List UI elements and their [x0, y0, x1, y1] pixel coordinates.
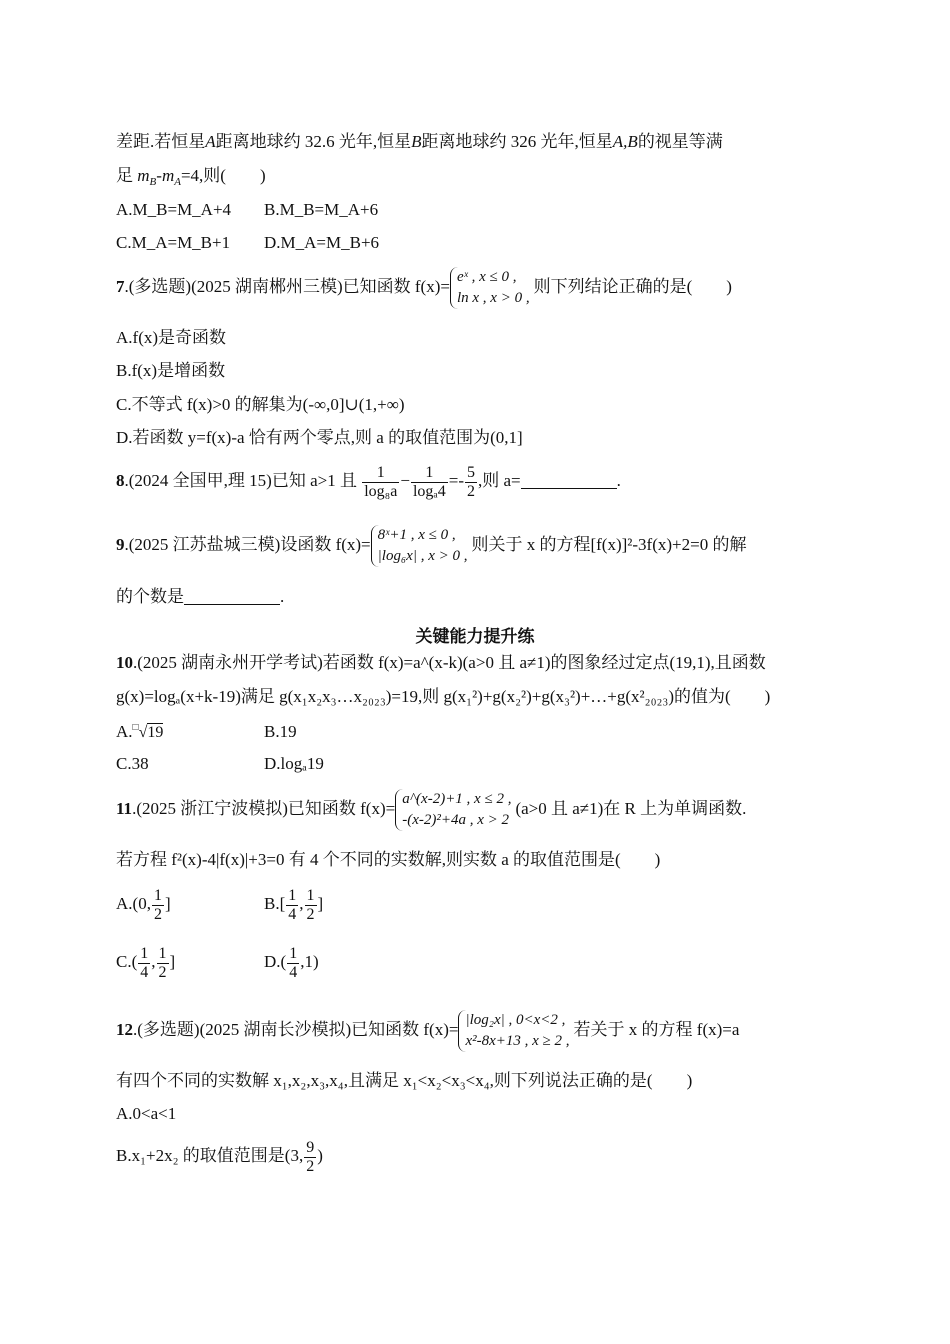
q11-line2: 若方程 f²(x)-4|f(x)|+3=0 有 4 个不同的实数解,则实数 a 的取值范围是( ): [116, 850, 661, 869]
q9-piecewise: 8ˣ+1 , x ≤ 0 , |log₆x| , x > 0 ,: [371, 525, 472, 567]
q9-line2: 的个数是 .: [116, 587, 285, 606]
q12-stem: 12.(多选题)(2025 湖南长沙模拟)已知函数 f(x)= |log₂x| , 0<x<2 , x²-8x+13 , x ≥ 2 , 若关于 x 的方程 f(x)=a: [116, 1007, 739, 1053]
q10-line2: g(x)=logₐ(x+k-19)满足 g(x₁x₂x₃…x₂₀₂₃)=19,则 g(x₁²)+g(x₂²)+g(x₃²)+…+g(x²₂₀₂₃)的值为( ): [116, 687, 771, 706]
q6-options-row2: [116, 232, 412, 254]
section-heading: 关键能力提升练: [415, 627, 535, 647]
q11-options-row1: [116, 884, 412, 924]
q10-option-a: A.□√19: [116, 722, 164, 741]
q11-option-c: C.( $\frac{1}{4}$ , $\frac{1}{2}$ ]: [116, 944, 176, 981]
q6-option-a: A.M_B=M_A+4: [116, 200, 232, 219]
q6-option-d: D.M_A=M_B+6: [264, 233, 380, 252]
q10-line1: 10.(2025 湖南永州开学考试)若函数 f(x)=a^(x-k)(a>0 且 a≠1)的图象经过定点(19,1),且函数: [116, 653, 766, 672]
q12-option-b: B.x₁+2x₂ 的取值范围是(3, $\frac{9}{2}$ ): [116, 1138, 323, 1175]
q10-options-row1: [116, 717, 412, 744]
q11-option-b: B.[ $\frac{1}{4}$ , $\frac{1}{2}$ ]: [264, 886, 324, 923]
q9-answer-blank: [184, 588, 280, 605]
q8-stem: 8.(2024 全国甲,理 15)已知 a>1 且 $\frac{1}{\text{log₈a}}$ − $\frac{1}{\text{logₐ4}}$ =- $\frac{5}{2}$ ,则 a= .: [116, 463, 621, 500]
q6-option-b: B.M_B=M_A+6: [264, 200, 379, 219]
q7-option-b: B.f(x)是增函数: [116, 361, 226, 380]
q10-option-c: C.38: [116, 754, 149, 773]
q9-stem: 9.(2025 江苏盐城三模)设函数 f(x)= 8ˣ+1 , x ≤ 0 , |log₆x| , x > 0 , 则关于 x 的方程[f(x)]²-3f(x)+2=0 的解: [116, 523, 746, 567]
q11-options-row2: [116, 942, 412, 982]
q8-answer-blank: [521, 472, 617, 489]
q6-options-row1: [116, 199, 412, 221]
q12-line2: 有四个不同的实数解 x₁,x₂,x₃,x₄,且满足 x₁<x₂<x₃<x₄,则下列说法正确的是( ): [116, 1071, 693, 1090]
q11-option-d: D.( $\frac{1}{4}$ ,1): [264, 944, 319, 981]
q11-stem: 11.(2025 浙江宁波模拟)已知函数 f(x)= a^(x-2)+1 , x ≤ 2 , -(x-2)²+4a , x > 2 (a>0 且 a≠1)在 R 上为单调函数.: [116, 786, 746, 832]
q12-option-a: A.0<a<1: [116, 1104, 177, 1123]
q7-option-c: C.不等式 f(x)>0 的解集为(-∞,0]∪(1,+∞): [116, 395, 405, 414]
q12-piecewise: |log₂x| , 0<x<2 , x²-8x+13 , x ≥ 2 ,: [458, 1010, 573, 1052]
q10-option-d: D.logₐ19: [264, 754, 324, 773]
q11-option-a: A.(0, $\frac{1}{2}$ ]: [116, 886, 171, 923]
q7-option-a: A.f(x)是奇函数: [116, 328, 227, 347]
q7-piecewise: eˣ , x ≤ 0 , ln x , x > 0 ,: [450, 267, 534, 309]
q11-piecewise: a^(x-2)+1 , x ≤ 2 , -(x-2)²+4a , x > 2: [395, 789, 515, 831]
q6-line1: 差距.若恒星A距离地球约 32.6 光年,恒星B距离地球约 326 光年,恒星A,B的视星等满: [116, 132, 723, 151]
q6-line2: 足 $m_B-m_A=4$,则( ): [116, 166, 266, 188]
q10-option-b: B.19: [264, 722, 297, 741]
q7-stem: 7.(多选题)(2025 湖南郴州三模)已知函数 f(x)= eˣ , x ≤ 0 , ln x , x > 0 , 则下列结论正确的是( ): [116, 265, 732, 309]
q10-options-row2: [116, 753, 412, 775]
q6-option-c: C.M_A=M_B+1: [116, 233, 231, 252]
q7-option-d: D.若函数 y=f(x)-a 恰有两个零点,则 a 的取值范围为(0,1]: [116, 428, 523, 447]
